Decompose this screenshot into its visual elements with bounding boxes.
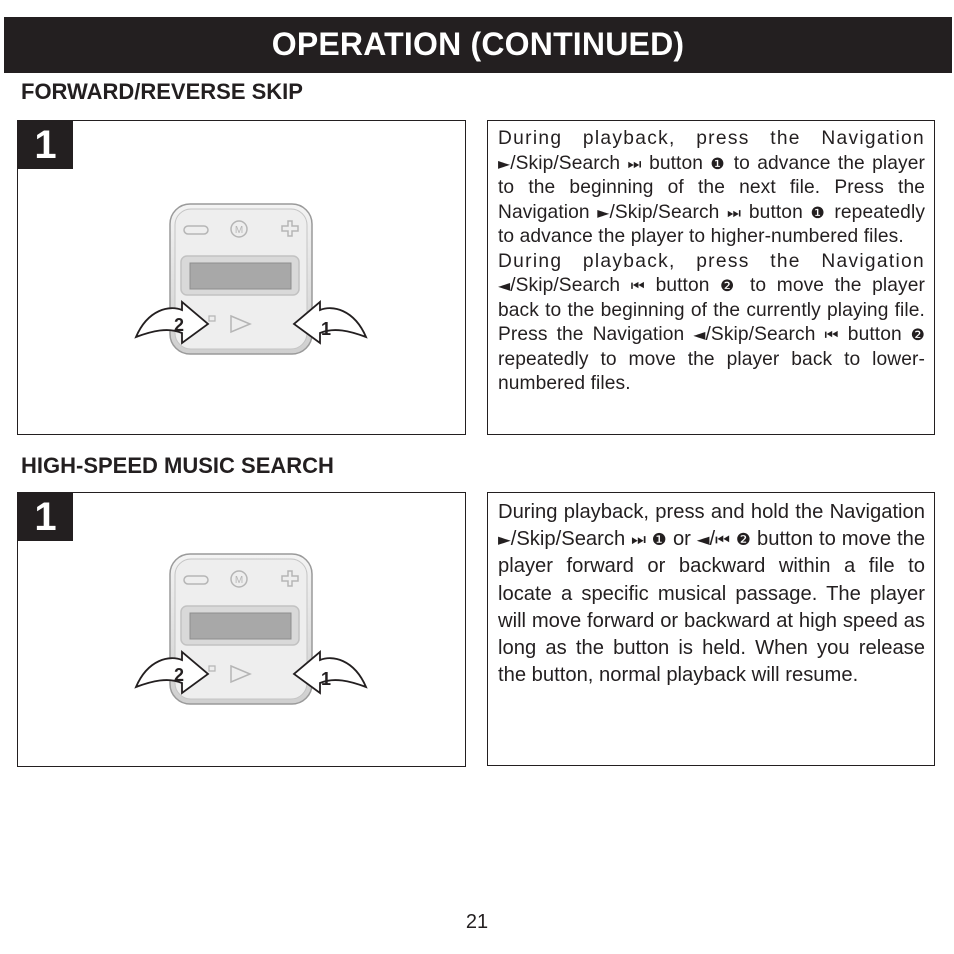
page-title: OPERATION (CONTINUED) [271,26,685,62]
device-illustration [118,199,368,359]
circled-one-icon: ❶ [710,153,727,173]
step-badge: 1 [18,493,73,541]
callout-number-1: 1 [320,319,332,339]
menu-button-label: M [234,575,244,586]
circled-two-icon: ❷ [720,276,740,295]
figure-panel-skip [17,120,466,435]
instruction-box-search [487,492,935,766]
step-badge: 1 [18,121,73,169]
skip-next-icon: ⏭ [627,153,642,173]
skip-previous-icon: ⏮ [715,530,731,550]
skip-previous-icon: ⏮ [824,325,839,344]
play-right-icon: ► [498,153,511,173]
circled-one-icon: ❶ [651,530,668,550]
page-header-banner [4,17,952,73]
play-left-icon: ◄ [498,276,511,295]
instruction-paragraph-reverse-skip: During playback, press the Navigation ◄/Skip/Search ⏮ button ❷ to move the player back to the beginning of the currently playing file. Press the Navigation ◄/Skip/Search ⏮ button ❷ repeatedly to move the player back to lower-numbered files. [498,250,925,394]
instruction-box-skip [487,120,935,435]
play-left-icon: ◄ [693,325,706,344]
callout-number-1: 1 [320,669,332,689]
circled-two-icon: ❷ [735,530,752,550]
play-right-icon: ► [597,202,610,222]
instruction-paragraph-high-speed-search: During playback, press and hold the Navigation ►/Skip/Search ⏭ ❶ or ◄/⏮ ❷ button to move the player forward or backward within a file to locate a specific musical passage. The player will move forward or backward at high speed as long as the button is held. When you release the button, normal playback will resume. [498,501,926,687]
skip-next-icon: ⏭ [631,530,646,550]
section-title-high-speed-music-search: HIGH-SPEED MUSIC SEARCH [21,453,334,478]
page-number: 21 [465,911,489,933]
skip-next-icon: ⏭ [727,202,742,222]
skip-previous-icon: ⏮ [630,276,646,295]
instruction-paragraph-forward-skip: During playback, press the Navigation ►/Skip/Search ⏭ button ❶ to advance the player to the beginning of the next file. Press the Navigation ►/Skip/Search ⏭ button ❶ repeatedly to advance the player to higher-numbered files. [498,128,926,247]
circled-one-icon: ❶ [810,202,827,222]
play-right-icon: ► [498,530,511,550]
menu-button-label: M [234,225,244,236]
callout-number-2: 2 [173,665,185,685]
callout-number-2: 2 [173,315,185,335]
play-left-icon: ◄ [696,530,710,550]
device-screen [190,613,291,639]
figure-panel-search [17,492,466,767]
circled-two-icon: ❷ [910,325,925,344]
device-illustration [118,549,368,709]
device-screen [190,263,291,289]
section-title-forward-reverse-skip: FORWARD/REVERSE SKIP [21,79,303,104]
